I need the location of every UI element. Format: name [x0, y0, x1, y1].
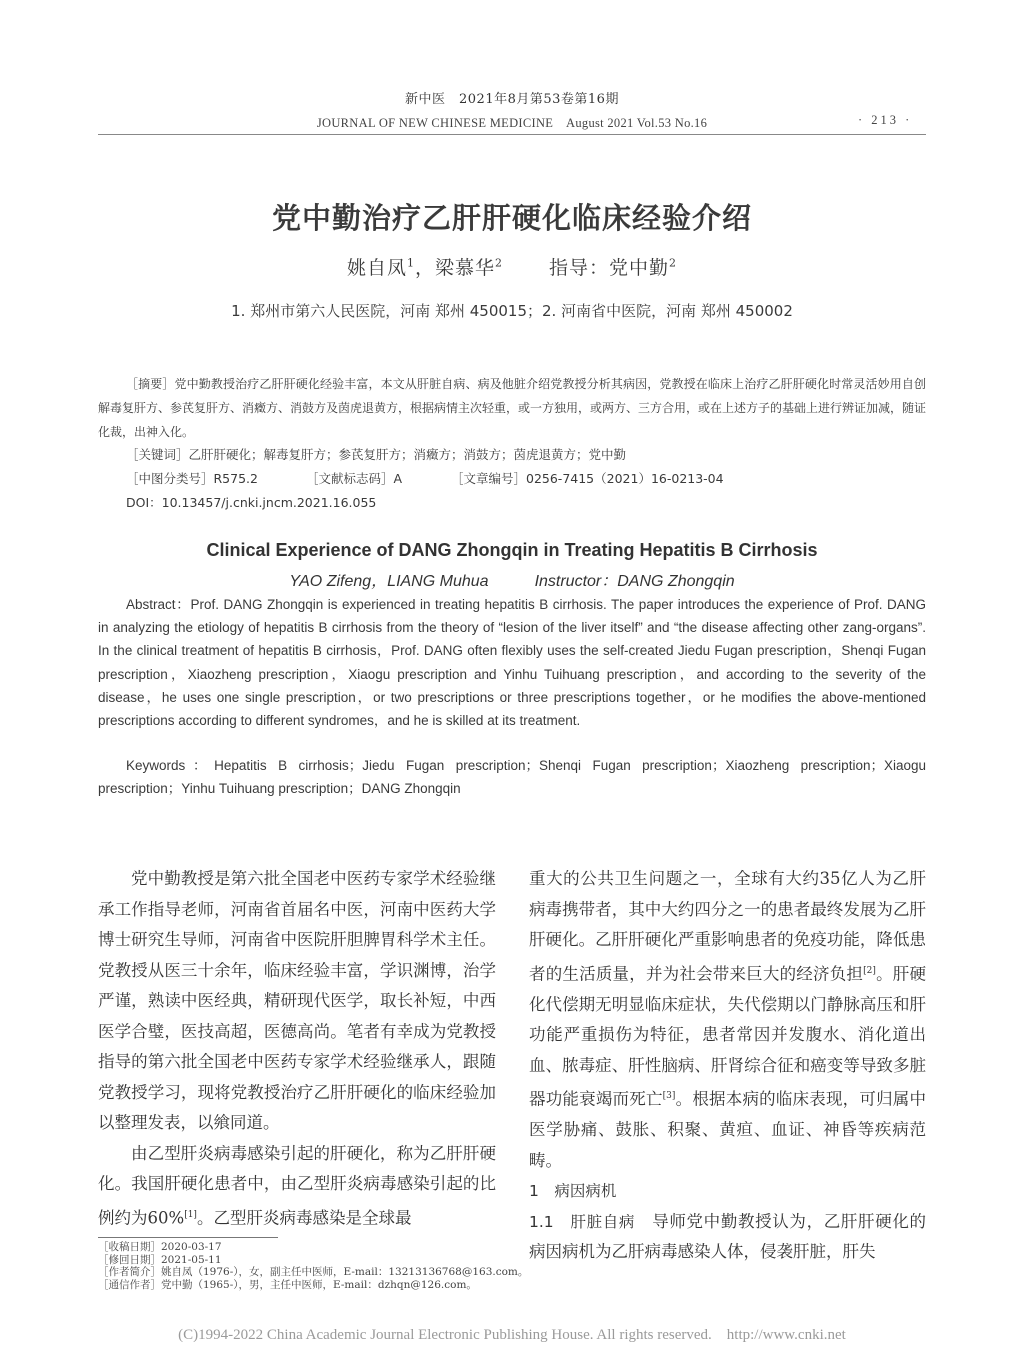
body-paragraph: 党中勤教授是第六批全国老中医药专家学术经验继承工作指导老师，河南省首届名中医，河南中医药大学博士研究生导师，河南省中医院肝胆脾胃科学术主任。党教授从医三十余年，临床经验丰富，学识渊博，治学严谨，熟读中医经典，精研现代医学，取长补短，中西医学合璧，医技高超，医德高尚。笔者有幸成为党教授指导的第六批全国老中医药专家学术经验继承人，跟随党教授学习，现将党教授治疗乙肝肝硬化的临床经验加以整理发表，以飨同道。	[98, 869, 496, 1132]
abstract-cn	[98, 372, 926, 444]
keywords-en-text: Hepatitis B cirrhosis；Jiedu Fugan prescription；Shenqi Fugan prescription；Xiaozheng prescription；Xiaogu prescription；Yinhu Tuihuang prescription；DANG Zhongqin	[98, 758, 926, 797]
article-title: 党中勤治疗乙肝肝硬化临床经验介绍	[271, 201, 752, 235]
keywords-cn	[126, 445, 626, 463]
affiliation-line: 1. 郑州市第六人民医院，河南 郑州 450015；2. 河南省中医院，河南 郑州 450002	[231, 302, 793, 320]
keywords-en-label: Keywords：	[126, 758, 215, 773]
author-bio: ［作者简介］姚自凤（1976-），女，副主任中医师，E-mail：13213136768@163.com。	[98, 1266, 529, 1279]
citation-ref[interactable]: [2]	[863, 965, 876, 976]
author-separator: ，	[414, 257, 435, 279]
keywords-cn-text: 乙肝肝硬化；解毒复肝方；参芪复肝方；消癥方；消鼓方；茵虎退黄方；党中勤	[188, 447, 627, 462]
affiliation-mark: 2	[495, 256, 503, 270]
header-divider	[98, 134, 926, 135]
instructor-en: Instructor：DANG Zhongqin	[534, 573, 735, 590]
journal-name-cn: 新中医 2021年8月第53卷第16期	[405, 92, 619, 107]
abstract-en	[98, 593, 926, 732]
abstract-en-label: Abstract：	[126, 597, 191, 612]
abstract-en-text: Prof. DANG Zhongqin is experienced in treating hepatitis B cirrhosis. The paper introduces the experience of Prof. DANG in analyzing the etiology of hepatitis B cirrhosis from the theory of “lesion of the liver itself” and “the disease affecting other zang-organs”. In the clinical treatment of hepatitis B cirrhosis，Prof. DANG often flexibly uses the self-created Jiedu Fugan prescription，Shenqi Fugan prescription，Xiaozheng prescription，Xiaogu prescription and Yinhu Tuihuang prescription，and according to the severity of the disease，he uses one single prescription，or two prescriptions or three prescriptions together，or he modifies the above-mentioned prescriptions according to different syndromes，and he is skilled at its treatment.	[98, 597, 926, 729]
author-names-en: YAO Zifeng，LIANG Muhua	[289, 573, 489, 590]
keywords-en	[98, 754, 926, 800]
received-date: ［收稿日期］2020-03-17	[98, 1241, 222, 1253]
affiliation-mark: 2	[669, 256, 678, 270]
body-paragraph	[529, 1207, 926, 1268]
citation-ref[interactable]: [3]	[662, 1091, 676, 1101]
author-name: 姚自凤	[346, 257, 407, 279]
page-number: · 213 ·	[858, 113, 913, 127]
abstract-cn-label: ［摘要］	[126, 377, 175, 391]
author-name: 梁慕华	[434, 257, 495, 279]
body-paragraph	[98, 1139, 496, 1234]
footnote-divider	[98, 1237, 278, 1238]
body-paragraph	[529, 864, 926, 1176]
body-text: 导师党中勤教授认为，乙肝肝硬化的病因病机为乙肝病毒感染人体，侵袭肝脏，肝失	[529, 1211, 926, 1261]
body-column-right	[529, 864, 926, 1268]
subsection-heading: 1.1 肝脏自病	[529, 1212, 636, 1231]
section-heading: 1 病因病机	[529, 1182, 617, 1200]
classification-line	[126, 469, 724, 487]
doi-link[interactable]: DOI：10.13457/j.cnki.jncm.2021.16.055	[126, 495, 377, 510]
instructor-name: 党中勤	[609, 257, 670, 279]
clc-number: ［中图分类号］R575.2	[126, 471, 258, 486]
body-text: 由乙型肝炎病毒感染引起的肝硬化，称为乙肝肝硬化。我国肝硬化患者中，由乙型肝炎病毒感染引起的比例约为60%	[98, 1143, 496, 1227]
document-code: ［文献标志码］A	[306, 471, 403, 486]
article-title-en: Clinical Experience of DANG Zhongqin in Treating Hepatitis B Cirrhosis	[206, 540, 818, 560]
body-column-left	[98, 864, 496, 1234]
body-text: 。肝硬化代偿期无明显临床症状，失代偿期以门静脉高压和肝功能严重损伤为特征，患者常因并发腹水、消化道出血、脓毒症、肝性脑病、肝肾综合征和癌变等导致多脏器功能衰竭而死亡	[529, 964, 927, 1109]
body-text: 重大的公共卫生问题之一，全球有大约35亿人为乙肝病毒携带者，其中大约四分之一的患者最终发展为乙肝肝硬化。乙肝肝硬化严重影响患者的免疫功能，降低患者的生活质量，并为社会带来巨大的经济负担	[529, 869, 926, 983]
keywords-cn-label: ［关键词］	[126, 447, 189, 462]
corresponding-author: ［通信作者］党中勤（1965-），男，主任中医师，E-mail：dzhqn@126.com。	[98, 1278, 477, 1291]
footnotes	[98, 1241, 528, 1291]
article-number: ［文章编号］0256-7415（2021）16-0213-04	[451, 471, 724, 486]
affiliation-mark: 1	[406, 256, 415, 270]
copyright-notice: (C)1994-2022 China Academic Journal Electronic Publishing House. All rights reserved. http://www.cnki.net	[178, 1327, 846, 1343]
instructor-label: 指导：	[549, 257, 610, 279]
journal-name-en: JOURNAL OF NEW CHINESE MEDICINE August 2021 Vol.53 No.16	[316, 116, 708, 130]
author-line-en	[0, 568, 1024, 591]
body-text: 。乙型肝炎病毒感染是全球最	[196, 1208, 412, 1227]
revised-date: ［修回日期］2021-05-11	[98, 1253, 222, 1266]
citation-ref[interactable]: [1]	[184, 1209, 197, 1220]
abstract-cn-text: 党中勤教授治疗乙肝肝硬化经验丰富，本文从肝脏自病、病及他脏介绍党教授分析其病因，党教授在临床上治疗乙肝肝硬化时常灵活妙用自创解毒复肝方、参芪复肝方、消癥方、消鼓方及茵虎退黄方，根据病情主次轻重，或一方独用，或两方、三方合用，或在上述方子的基础上进行辨证加减，随证化裁，出神入化。	[98, 377, 927, 439]
author-line	[0, 253, 1024, 280]
body-text: 。根据本病的临床表现，可归属中医学胁痛、鼓胀、积聚、黄疸、血证、神昏等疾病范畴。	[529, 1089, 927, 1170]
